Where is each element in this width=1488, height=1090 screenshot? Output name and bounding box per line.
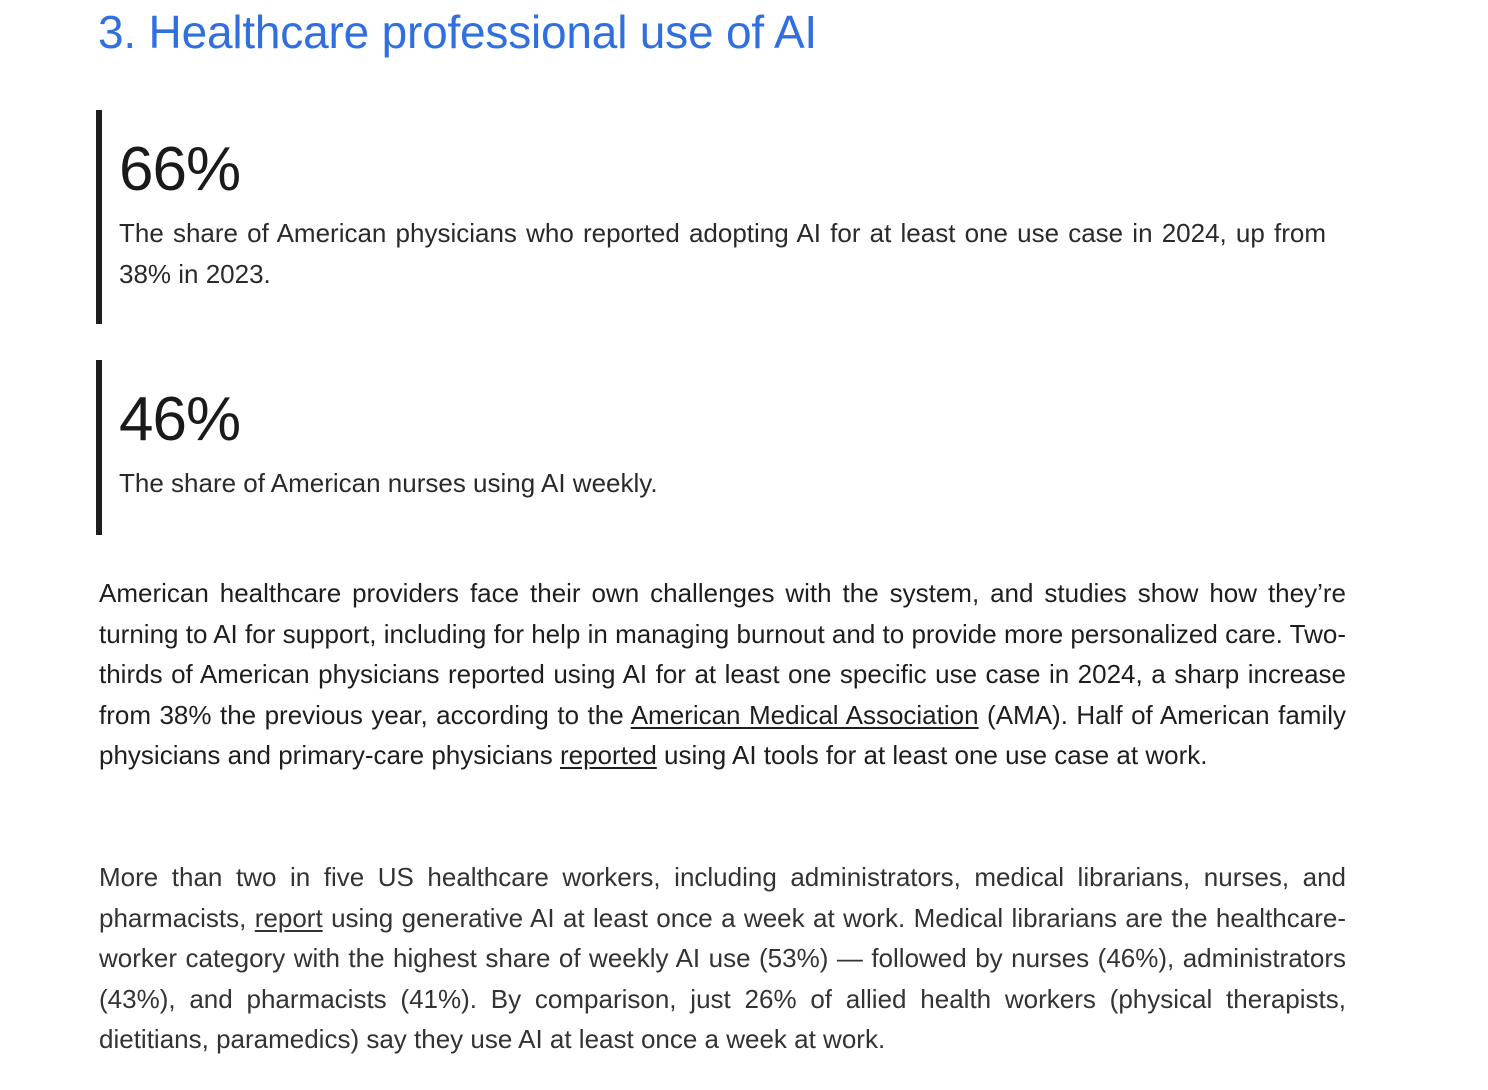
stat-description: The share of American physicians who reported adopting AI for at least one use case in 2024, up from 38% in 2023.	[119, 218, 1326, 289]
section-title: 3. Healthcare professional use of AI	[98, 6, 818, 58]
reported-link[interactable]: reported	[559, 740, 657, 771]
paragraph-text: American healthcare providers face their own challenges with the system, and studies show how they’re turning to AI for support, including for help in managing burnout and to provide more personalized care. Two-thirds of American physicians reported using AI for at least one specific use case in 2024, a sharp increase from 38% the previous year, according to the	[99, 578, 1346, 730]
stat-value: 66%	[119, 135, 241, 204]
paragraph-text: using AI tools for at least one use case at work.	[656, 740, 1208, 771]
paragraph-text: More than two in five US healthcare workers, including administrators, medical librarians, nurses, and pharmacists,	[99, 862, 1346, 933]
paragraph-text: (AMA). Half of American family physicians and primary-care physicians	[99, 699, 1346, 771]
report-link[interactable]: report	[254, 902, 323, 933]
stat-description: The share of American nurses using AI weekly.	[119, 468, 658, 498]
ama-link[interactable]: American Medical Association	[630, 699, 979, 730]
stat-callout-physicians	[96, 110, 1346, 324]
stat-callout-nurses	[96, 360, 1346, 535]
stat-value: 46%	[119, 385, 241, 454]
body-paragraph-providers	[99, 573, 1346, 776]
body-paragraph-healthcare-workers	[99, 857, 1346, 1060]
paragraph-text: using generative AI at least once a week at work. Medical librarians are the healthcare-worker category with the highest share of weekly AI use (53%) — followed by nurses (46%), administrators (43%), and pharmacists (41%). By comparison, just 26% of allied health workers (physical therapists, dietitians, paramedics) say they use AI at least once a week at work.	[99, 902, 1346, 1055]
